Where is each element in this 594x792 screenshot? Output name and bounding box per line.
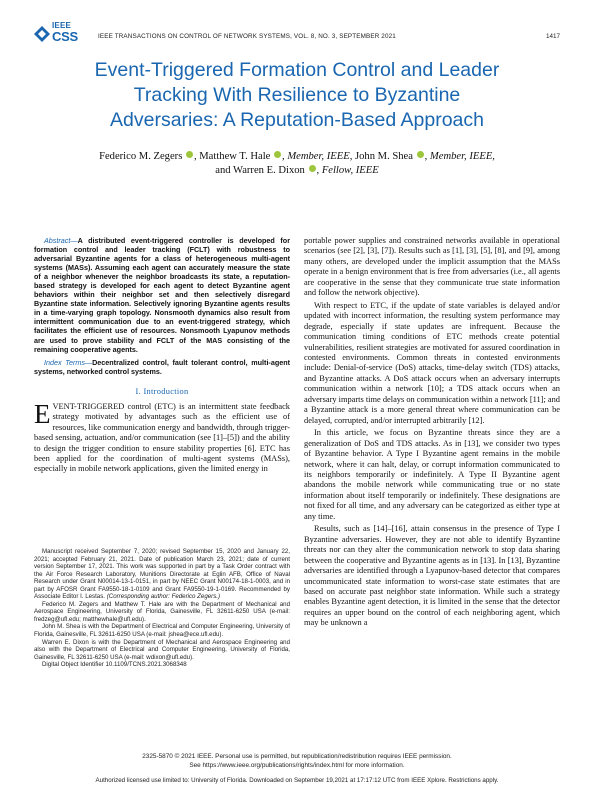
- logo-ieee-text: IEEE: [52, 21, 72, 30]
- footnote-affiliation-zegers-hale: Federico M. Zegers and Matthew T. Hale are with the Department of Mechanical and Aerospace Engineering, University of Florida, Gainesville, FL 32611-6250 USA (e-mail: fredzeg@ufl.edu; matthewhale@ufl.edu).: [34, 600, 290, 623]
- author-shea: , John M. Shea: [349, 151, 413, 162]
- running-header: [34, 21, 560, 44]
- logo-css-text: CSS: [52, 29, 78, 44]
- journal-name: IEEE TRANSACTIONS ON CONTROL OF NETWORK SYSTEMS, VOL. 8, NO. 3, SEPTEMBER 2021: [98, 33, 396, 40]
- author-dixon-role: Fellow, IEEE: [321, 165, 379, 176]
- ieee-css-logo: [34, 21, 84, 46]
- page-number: 1417: [545, 33, 560, 40]
- license-notice: Authorized licensed use limited to: University of Florida. Downloaded on September 19,2021 at 17:17:12 UTC from IEEE Xplore. Restrictions apply.: [95, 777, 499, 784]
- drop-cap: E: [34, 398, 51, 429]
- body-paragraph: In this article, we focus on Byzantine threats since they are a generalization of DoS and TDS attacks. As in [13], we consider two types of Byzantine behavior. A Type I Byzantine agent remains in the mobile network, where it can halt, delay, or corrupt information communicated to its neighbors temporarily or indefinitely. A Type II Byzantine agent abandons the mobile network while communicating true or no state information about itself temporarily or indefinitely. These designations are not fixed for all time, and any adversary can be categorized as either type at any time.: [304, 428, 560, 521]
- author-zegers: Federico M. Zegers: [99, 151, 183, 162]
- abstract: [34, 236, 290, 354]
- abstract-text: A distributed event-triggered controller is developed for formation control and leader tracking (FCLT) with robustness to adversarial Byzantine agents for a class of heterogeneous multi-agent systems (MASs). Assuming each agent can accurately measure the state of a neighbor whenever the neighbor broadcasts its state, a reputation-based strategy is developed for each agent to detect Byzantine agent behaviors within their neighbor set and then selectively disregard Byzantine state information. Selectively ignoring Byzantine agents results in a time-varying graph topology. Nonsmooth dynamics also result from intermittent communication due to an event-triggered strategy, which facilitates the efficient use of resources. Nonsmooth Lyapunov methods are used to prove stability and FCLT of the MAS consisting of the remaining cooperative agents.: [34, 236, 290, 354]
- corresponding-author: (Corresponding author: Federico Zegers.): [106, 593, 221, 601]
- author-line-1: Federico M. Zegers , Matthew T. Hale , Member, IEEE, John M. Shea , Member, IEEE,: [99, 151, 495, 162]
- copyright-line-1: 2325-5870 © 2021 IEEE. Personal use is permitted, but republication/redistribution requires IEEE permission.: [142, 753, 452, 760]
- author-list: [30, 150, 564, 178]
- intro-paragraph: [34, 398, 290, 475]
- author-shea-role: Member, IEEE,: [429, 151, 495, 162]
- body-paragraph: Results, such as [14]–[16], attain consensus in the presence of Type I Byzantine adversaries. However, they are not able to identify Byzantine threats nor can they alter the communication network to stop data sharing between the cooperative and Byzantine agents as in [13]. In [13], Byzantine adversaries are identified through a Lyapunov-based detector that compares uncommunicated state information to worst-case state estimates that are based on accurate past neighbor state information. While such a strategy enables Byzantine agent detection, it is limited in the sense that the detector requires an upper bound on the control of each neighboring agent, which may be unknown a: [304, 524, 560, 628]
- footnote-doi: Digital Object Identifier 10.1109/TCNS.2021.3068348: [42, 661, 187, 669]
- ieee-diamond-icon: [34, 26, 50, 42]
- paper-title: [30, 58, 564, 133]
- title-line-1: Event-Triggered Formation Control and Leader: [94, 59, 500, 81]
- body-paragraph: With respect to ETC, if the update of state variables is delayed and/or updated with incorrect information, the resulting system performance may degrade, especially if state updates are infrequent. Because the communication timing conditions of ETC methods create potential vulnerabilities, resilient strategies are motivated for assured coordination in contested environments. Common threats in contested environments include: Denial-of-service (DoS) attacks, time-delay switch (TDS) attacks, and Byzantine attacks. A DoS attack occurs when an adversary interrupts communication within a network [10]; a TDS attack occurs when an adversary imparts time delays on communication within a network [11]; and a Byzantine attack is a more general threat where communication can be delayed, corrupted, and/or interrupted arbitrarily [12].: [304, 300, 560, 425]
- author-hale: , Matthew T. Hale: [193, 151, 271, 162]
- title-line-3: Adversaries: A Reputation-Based Approach: [110, 109, 484, 131]
- section-name: Introduction: [143, 386, 189, 396]
- section-number: I.: [135, 386, 142, 396]
- author-dixon: and Warren E. Dixon: [215, 165, 305, 176]
- index-terms-label: Index Terms—: [44, 357, 93, 367]
- section-heading: [34, 387, 290, 396]
- abstract-label: Abstract—: [44, 236, 78, 245]
- footnote-manuscript: [34, 548, 290, 601]
- orcid-icon[interactable]: [309, 165, 316, 172]
- right-column: [304, 236, 560, 631]
- intro-text: VENT-TRIGGERED control (ETC) is an intermittent state feedback strategy motivated by advantages such as the efficient use of resources, like communication energy and bandwidth, through trigger-based sensing, actuation, and/or communication (see [1]–[5]) and the ability to design the trigger condition to ensure stability properties [6]. ETC has been applied for the coordination of multi-agent systems (MASs), especially in mobile network applications, given the limited energy in: [34, 401, 290, 474]
- footnotes: [34, 548, 290, 669]
- index-terms: [34, 358, 290, 376]
- author-line-2: and Warren E. Dixon , Fellow, IEEE: [215, 165, 379, 176]
- orcid-icon[interactable]: [274, 151, 281, 158]
- copyright-line-2: See https://www.ieee.org/publications/rights/index.html for more information.: [189, 762, 405, 769]
- index-terms-text: Decentralized control, fault tolerant control, multi-agent systems, networked control systems.: [34, 357, 290, 376]
- left-column: [34, 236, 290, 475]
- copyright-notice: [30, 752, 564, 770]
- body-paragraph: portable power supplies and constrained networks available in operational scenarios (see [2], [3], [7]). Results such as [1], [3], [5], [8], and [9], among many others, are developed under the implicit assumption that the MASs operate in a benign environment that is free from adversaries (i.e., all agents are cooperative in the sense that they communicate true state information and follow the network objective).: [304, 236, 560, 298]
- footnote-manuscript-text: Manuscript received September 7, 2020; revised September 15, 2020 and January 22, 2021; accepted February 21, 2021. Date of publication March 23, 2021; date of current version September 17, 2021. This work was supported in part by a Task Order contract with the Air Force Research Laboratory, Munitions Directorate at Eglin AFB, Office of Naval Research under Grant N00014-13-1-0151, in part by NEEC Grant N00174-18-1-0003, and in part by AFOSR Grant FA9550-18-1-0109 and Grant FA9550-19-1-0169. Recommended by Associate Editor I. Lestas.: [34, 548, 290, 601]
- author-hale-role: Member, IEEE: [287, 151, 350, 162]
- title-line-2: Tracking With Resilience to Byzantine: [133, 84, 461, 106]
- orcid-icon[interactable]: [417, 151, 424, 158]
- footnote-affiliation-dixon: Warren E. Dixon is with the Department of Mechanical and Aerospace Engineering and also with the Department of Electrical and Computer Engineering, University of Florida, Gainesville, FL 32611-6250 USA (e-mail: wdixon@ufl.edu).: [34, 638, 290, 661]
- orcid-icon[interactable]: [186, 151, 193, 158]
- footnote-affiliation-shea: John M. Shea is with the Department of Electrical and Computer Engineering, University of Florida, Gainesville, FL 32611-6250 USA (e-mail: jshea@ece.ufl.edu).: [34, 623, 290, 639]
